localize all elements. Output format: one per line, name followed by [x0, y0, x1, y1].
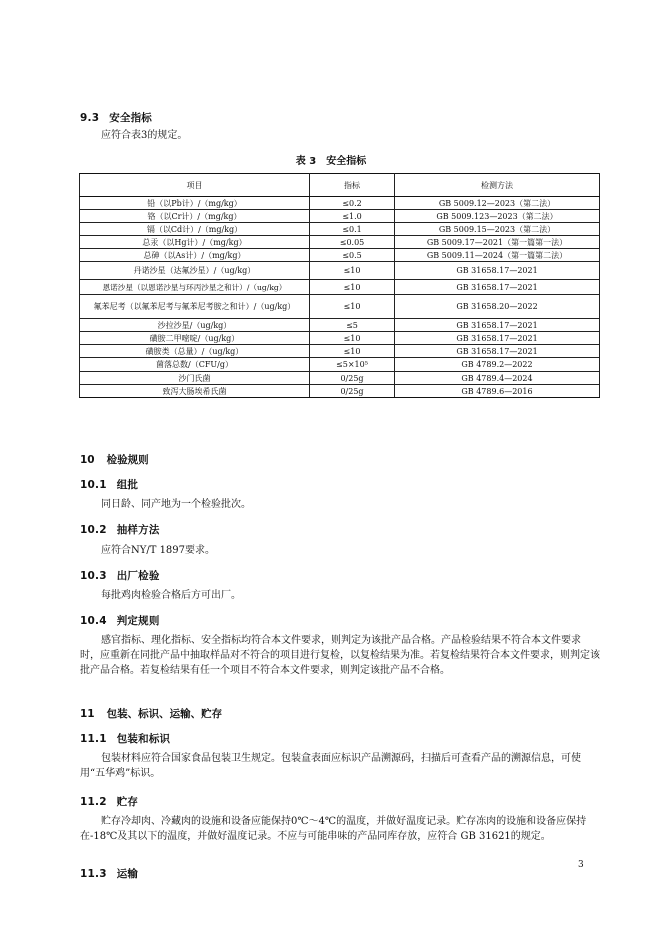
cell-method: GB 31658.17—2021 — [395, 319, 600, 332]
cell-indicator: ≤10 — [310, 345, 395, 358]
section-11-heading: 11 包装、标识、运输、贮存 — [80, 708, 223, 720]
table-row — [80, 223, 600, 236]
table-row — [80, 249, 600, 262]
section-11-3-heading: 11.3 运输 — [80, 868, 139, 880]
table-row — [80, 197, 600, 210]
cell-item: 菌落总数/（CFU/g） — [80, 358, 310, 372]
cell-item: 总砷（以As计）/（mg/kg） — [80, 249, 310, 262]
section-9-3-heading: 9.3 安全指标 — [80, 112, 153, 124]
section-10-2-text: 应符合NY/T 1897要求。 — [101, 545, 216, 556]
table-row — [80, 332, 600, 345]
cell-indicator: ≤0.05 — [310, 236, 395, 249]
cell-indicator: ≤10 — [310, 262, 395, 280]
cell-indicator: ≤0.1 — [310, 223, 395, 236]
cell-item: 丹诺沙星（达氟沙星）/（ug/kg） — [80, 262, 310, 280]
section-9-3-text: 应符合表3的规定。 — [101, 130, 188, 141]
section-10-1-text: 同日龄、同产地为一个检验批次。 — [101, 499, 251, 510]
cell-indicator: ≤10 — [310, 332, 395, 345]
cell-indicator: ≤5 — [310, 319, 395, 332]
table-row — [80, 262, 600, 280]
cell-item: 氟苯尼考（以氟苯尼考与氟苯尼考胺之和计）/（ug/kg） — [80, 295, 310, 319]
section-10-4-text: 感官指标、理化指标、安全指标均符合本文件要求，则判定为该批产品合格。产品检验结果不符合本文件要求时，应重新在同批产品中抽取样品对不符合的项目进行复检，以复检结果为准。若复检结果符合本文件要求，则判定该批产品合格。若复检结果有任一个项目不符合本文件要求，则判定该批产品不合格。 — [80, 635, 600, 677]
table-row — [80, 236, 600, 249]
cell-method: GB 31658.17—2021 — [395, 262, 600, 280]
cell-indicator: ≤0.2 — [310, 197, 395, 210]
cell-method: GB 31658.17—2021 — [395, 345, 600, 358]
header-item: 项目 — [80, 174, 310, 197]
section-10-heading: 10 检验规则 — [80, 454, 149, 466]
cell-method: GB 31658.20—2022 — [395, 295, 600, 319]
section-10-1-heading: 10.1 组批 — [80, 479, 139, 491]
cell-item: 致泻大肠埃希氏菌 — [80, 385, 310, 398]
table-row — [80, 358, 600, 372]
section-11-2-heading: 11.2 贮存 — [80, 796, 139, 808]
cell-indicator: ≤0.5 — [310, 249, 395, 262]
cell-method: GB 4789.6—2016 — [395, 385, 600, 398]
section-10-3-text: 每批鸡肉检验合格后方可出厂。 — [101, 590, 241, 601]
table-row — [80, 345, 600, 358]
cell-item: 沙门氏菌 — [80, 372, 310, 385]
cell-item: 沙拉沙星/（ug/kg） — [80, 319, 310, 332]
header-indicator: 指标 — [310, 174, 395, 197]
cell-item: 铅（以Pb计）/（mg/kg） — [80, 197, 310, 210]
cell-indicator: 0/25g — [310, 372, 395, 385]
cell-method: GB 31658.17—2021 — [395, 332, 600, 345]
table-row — [80, 385, 600, 398]
cell-item: 磺胺类（总量）/（ug/kg） — [80, 345, 310, 358]
cell-method: GB 5009.12—2023（第二法） — [395, 197, 600, 210]
section-10-3-heading: 10.3 出厂检验 — [80, 570, 160, 582]
table-header-row — [80, 174, 600, 197]
table-row — [80, 319, 600, 332]
cell-item: 铬（以Cr计）/（mg/kg） — [80, 210, 310, 223]
cell-method: GB 31658.17—2021 — [395, 280, 600, 295]
cell-indicator: 0/25g — [310, 385, 395, 398]
section-10-2-heading: 10.2 抽样方法 — [80, 524, 160, 536]
header-method: 检测方法 — [395, 174, 600, 197]
table-row — [80, 280, 600, 295]
cell-item: 总汞（以Hg计）/（mg/kg） — [80, 236, 310, 249]
section-11-2-text: 贮存冷却肉、冷藏肉的设施和设备应能保持0℃～4℃的温度，并做好温度记录。贮存冻肉的设施和设备应保持在-18℃及其以下的温度，并做好温度记录。不应与可能串味的产品同库存放，应符合 GB 31621的规定。 — [80, 816, 587, 843]
cell-item: 镉（以Cd计）/（mg/kg） — [80, 223, 310, 236]
cell-indicator: ≤1.0 — [310, 210, 395, 223]
table-3-caption: 表 3 安全指标 — [295, 156, 367, 167]
cell-indicator: ≤5×10⁵ — [310, 358, 395, 372]
section-11-1-text: 包装材料应符合国家食品包装卫生规定。包装盒表面应标识产品溯源码，扫描后可查看产品的溯源信息，可使用“五华鸡”标识。 — [80, 753, 581, 780]
section-10-4-heading: 10.4 判定规则 — [80, 615, 160, 627]
cell-indicator: ≤10 — [310, 280, 395, 295]
page-number: 3 — [578, 860, 584, 870]
cell-item: 磺胺二甲嘧啶/（ug/kg） — [80, 332, 310, 345]
cell-method: GB 5009.123—2023（第二法） — [395, 210, 600, 223]
cell-method: GB 4789.2—2022 — [395, 358, 600, 372]
cell-method: GB 5009.17—2021（第一篇第一法） — [395, 236, 600, 249]
cell-method: GB 4789.4—2024 — [395, 372, 600, 385]
cell-item: 恩诺沙星（以恩诺沙星与环丙沙星之和计）/（ug/kg） — [80, 280, 310, 295]
table-row — [80, 295, 600, 319]
safety-indicator-table — [79, 173, 600, 398]
cell-method: GB 5009.11—2024（第一篇第二法） — [395, 249, 600, 262]
section-11-1-heading: 11.1 包装和标识 — [80, 733, 171, 745]
table-row — [80, 372, 600, 385]
cell-method: GB 5009.15—2023（第二法） — [395, 223, 600, 236]
table-row — [80, 210, 600, 223]
cell-indicator: ≤10 — [310, 295, 395, 319]
